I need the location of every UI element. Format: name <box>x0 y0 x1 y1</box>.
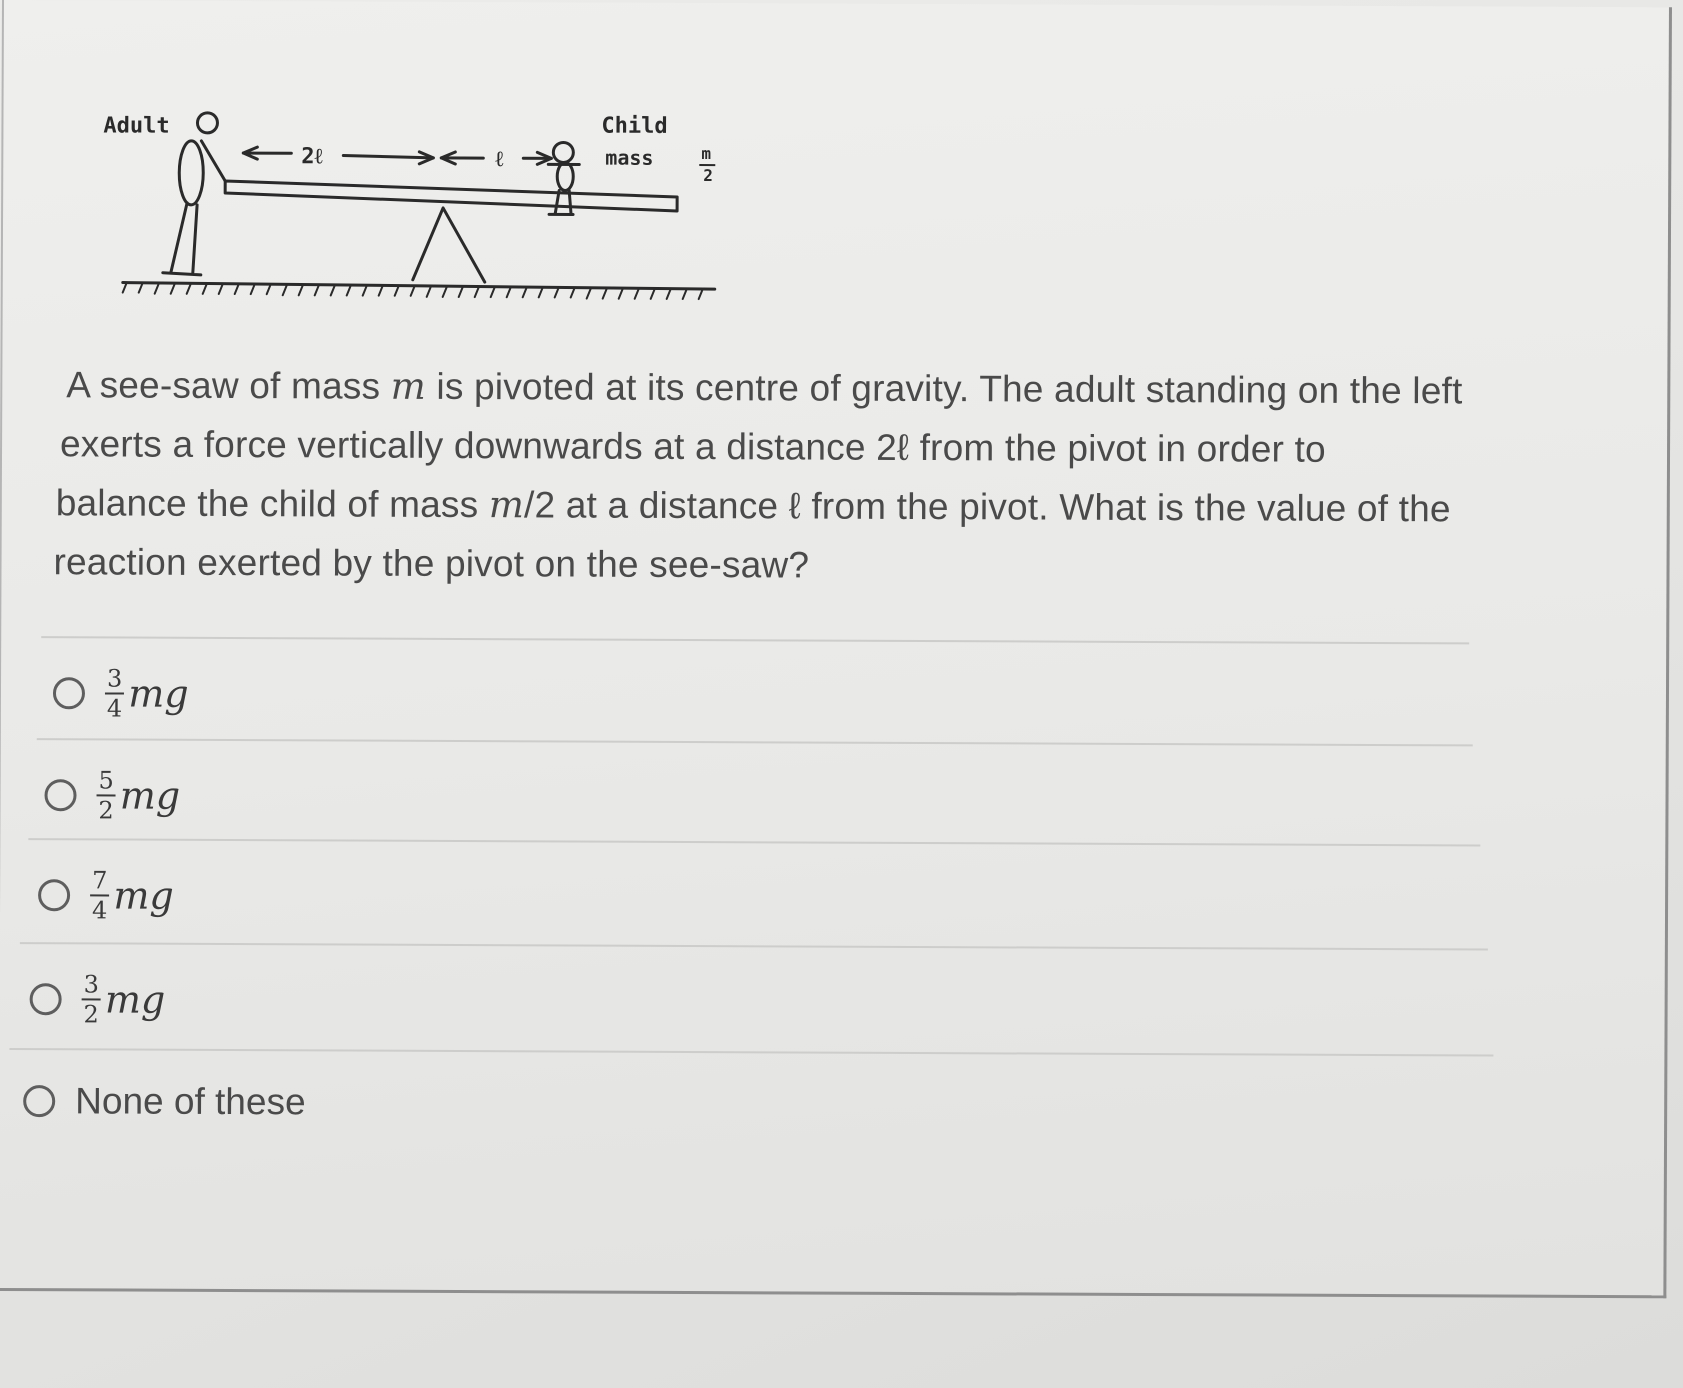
child-body <box>557 162 573 190</box>
question-text-segment: /2 at a distance <box>524 484 789 527</box>
math-ell: ℓ <box>788 485 801 527</box>
ground-line <box>123 283 715 290</box>
adult-label: Adult <box>103 113 170 139</box>
radio-button[interactable] <box>23 1085 55 1117</box>
fraction-numerator: 3 <box>82 972 101 1000</box>
dist-left-label: 2ℓ <box>301 144 323 170</box>
dist-right-label: ℓ <box>495 147 504 173</box>
see-saw-diagram <box>103 100 804 333</box>
child-head <box>553 142 573 162</box>
arrow-left-dimension <box>243 153 433 158</box>
option-variable: mg <box>104 977 166 1022</box>
question-text <box>53 355 1584 598</box>
math-m: m <box>390 364 427 408</box>
adult-head <box>197 113 217 133</box>
divider <box>28 838 1480 846</box>
see-saw-plank <box>225 181 677 211</box>
fraction-numerator: 3 <box>105 666 124 694</box>
divider <box>41 636 1469 644</box>
question-text-segment: exerts a force vertically downwards at a distance 2 <box>59 423 898 468</box>
question-text-segment: A see-saw of mass <box>66 364 391 407</box>
option-variable: mg <box>113 873 174 918</box>
option-none-of-these[interactable] <box>23 1080 306 1123</box>
radio-button[interactable] <box>30 983 62 1015</box>
radio-button[interactable] <box>53 677 85 709</box>
option-3-2-mg[interactable] <box>30 972 166 1027</box>
option-variable: mg <box>119 773 181 818</box>
radio-button[interactable] <box>44 779 76 811</box>
fraction-denominator: 4 <box>106 694 123 723</box>
question-line-3 <box>54 473 1584 539</box>
option-3-4-mg[interactable] <box>53 666 189 721</box>
option-5-2-mg[interactable] <box>44 768 180 823</box>
adult-arm <box>201 141 225 181</box>
divider <box>37 738 1473 746</box>
divider <box>9 1048 1493 1056</box>
question-text-segment: from the pivot in order to <box>909 426 1326 470</box>
fraction-numerator: 5 <box>97 768 116 796</box>
question-text-segment: balance the child of mass <box>55 482 489 526</box>
fraction <box>82 970 102 1029</box>
question-text-segment: is pivoted at its centre of gravity. The adult standing on the left <box>425 365 1463 412</box>
radio-button[interactable] <box>38 879 70 911</box>
question-line-2 <box>54 414 1584 480</box>
mass-label: mass <box>605 145 654 170</box>
fraction-denominator: 4 <box>91 896 108 925</box>
question-text-segment: from the pivot. What is the value of the <box>800 485 1451 530</box>
option-7-4-mg[interactable] <box>38 868 174 923</box>
child-label: Child <box>601 113 668 139</box>
fraction <box>105 664 125 723</box>
fraction-denominator: 2 <box>98 796 114 825</box>
divider <box>20 942 1488 950</box>
adult-body <box>179 141 203 205</box>
math-m: m <box>488 483 525 527</box>
fraction-denominator: 2 <box>83 1000 99 1029</box>
option-variable: mg <box>128 671 189 716</box>
pivot-triangle <box>413 208 485 282</box>
adult-legs <box>163 203 201 275</box>
option-label: None of these <box>75 1080 306 1123</box>
fraction-numerator: 7 <box>90 868 109 896</box>
mass-frac-num: m <box>701 144 712 164</box>
mass-frac-den: 2 <box>703 166 713 186</box>
math-ell: ℓ <box>896 426 910 468</box>
question-line-4: reaction exerted by the pivot on the see-saw? <box>53 541 810 586</box>
fraction <box>96 766 116 825</box>
fraction <box>90 866 110 925</box>
question-line-1 <box>54 355 1584 421</box>
see-saw-sketch <box>103 100 804 333</box>
